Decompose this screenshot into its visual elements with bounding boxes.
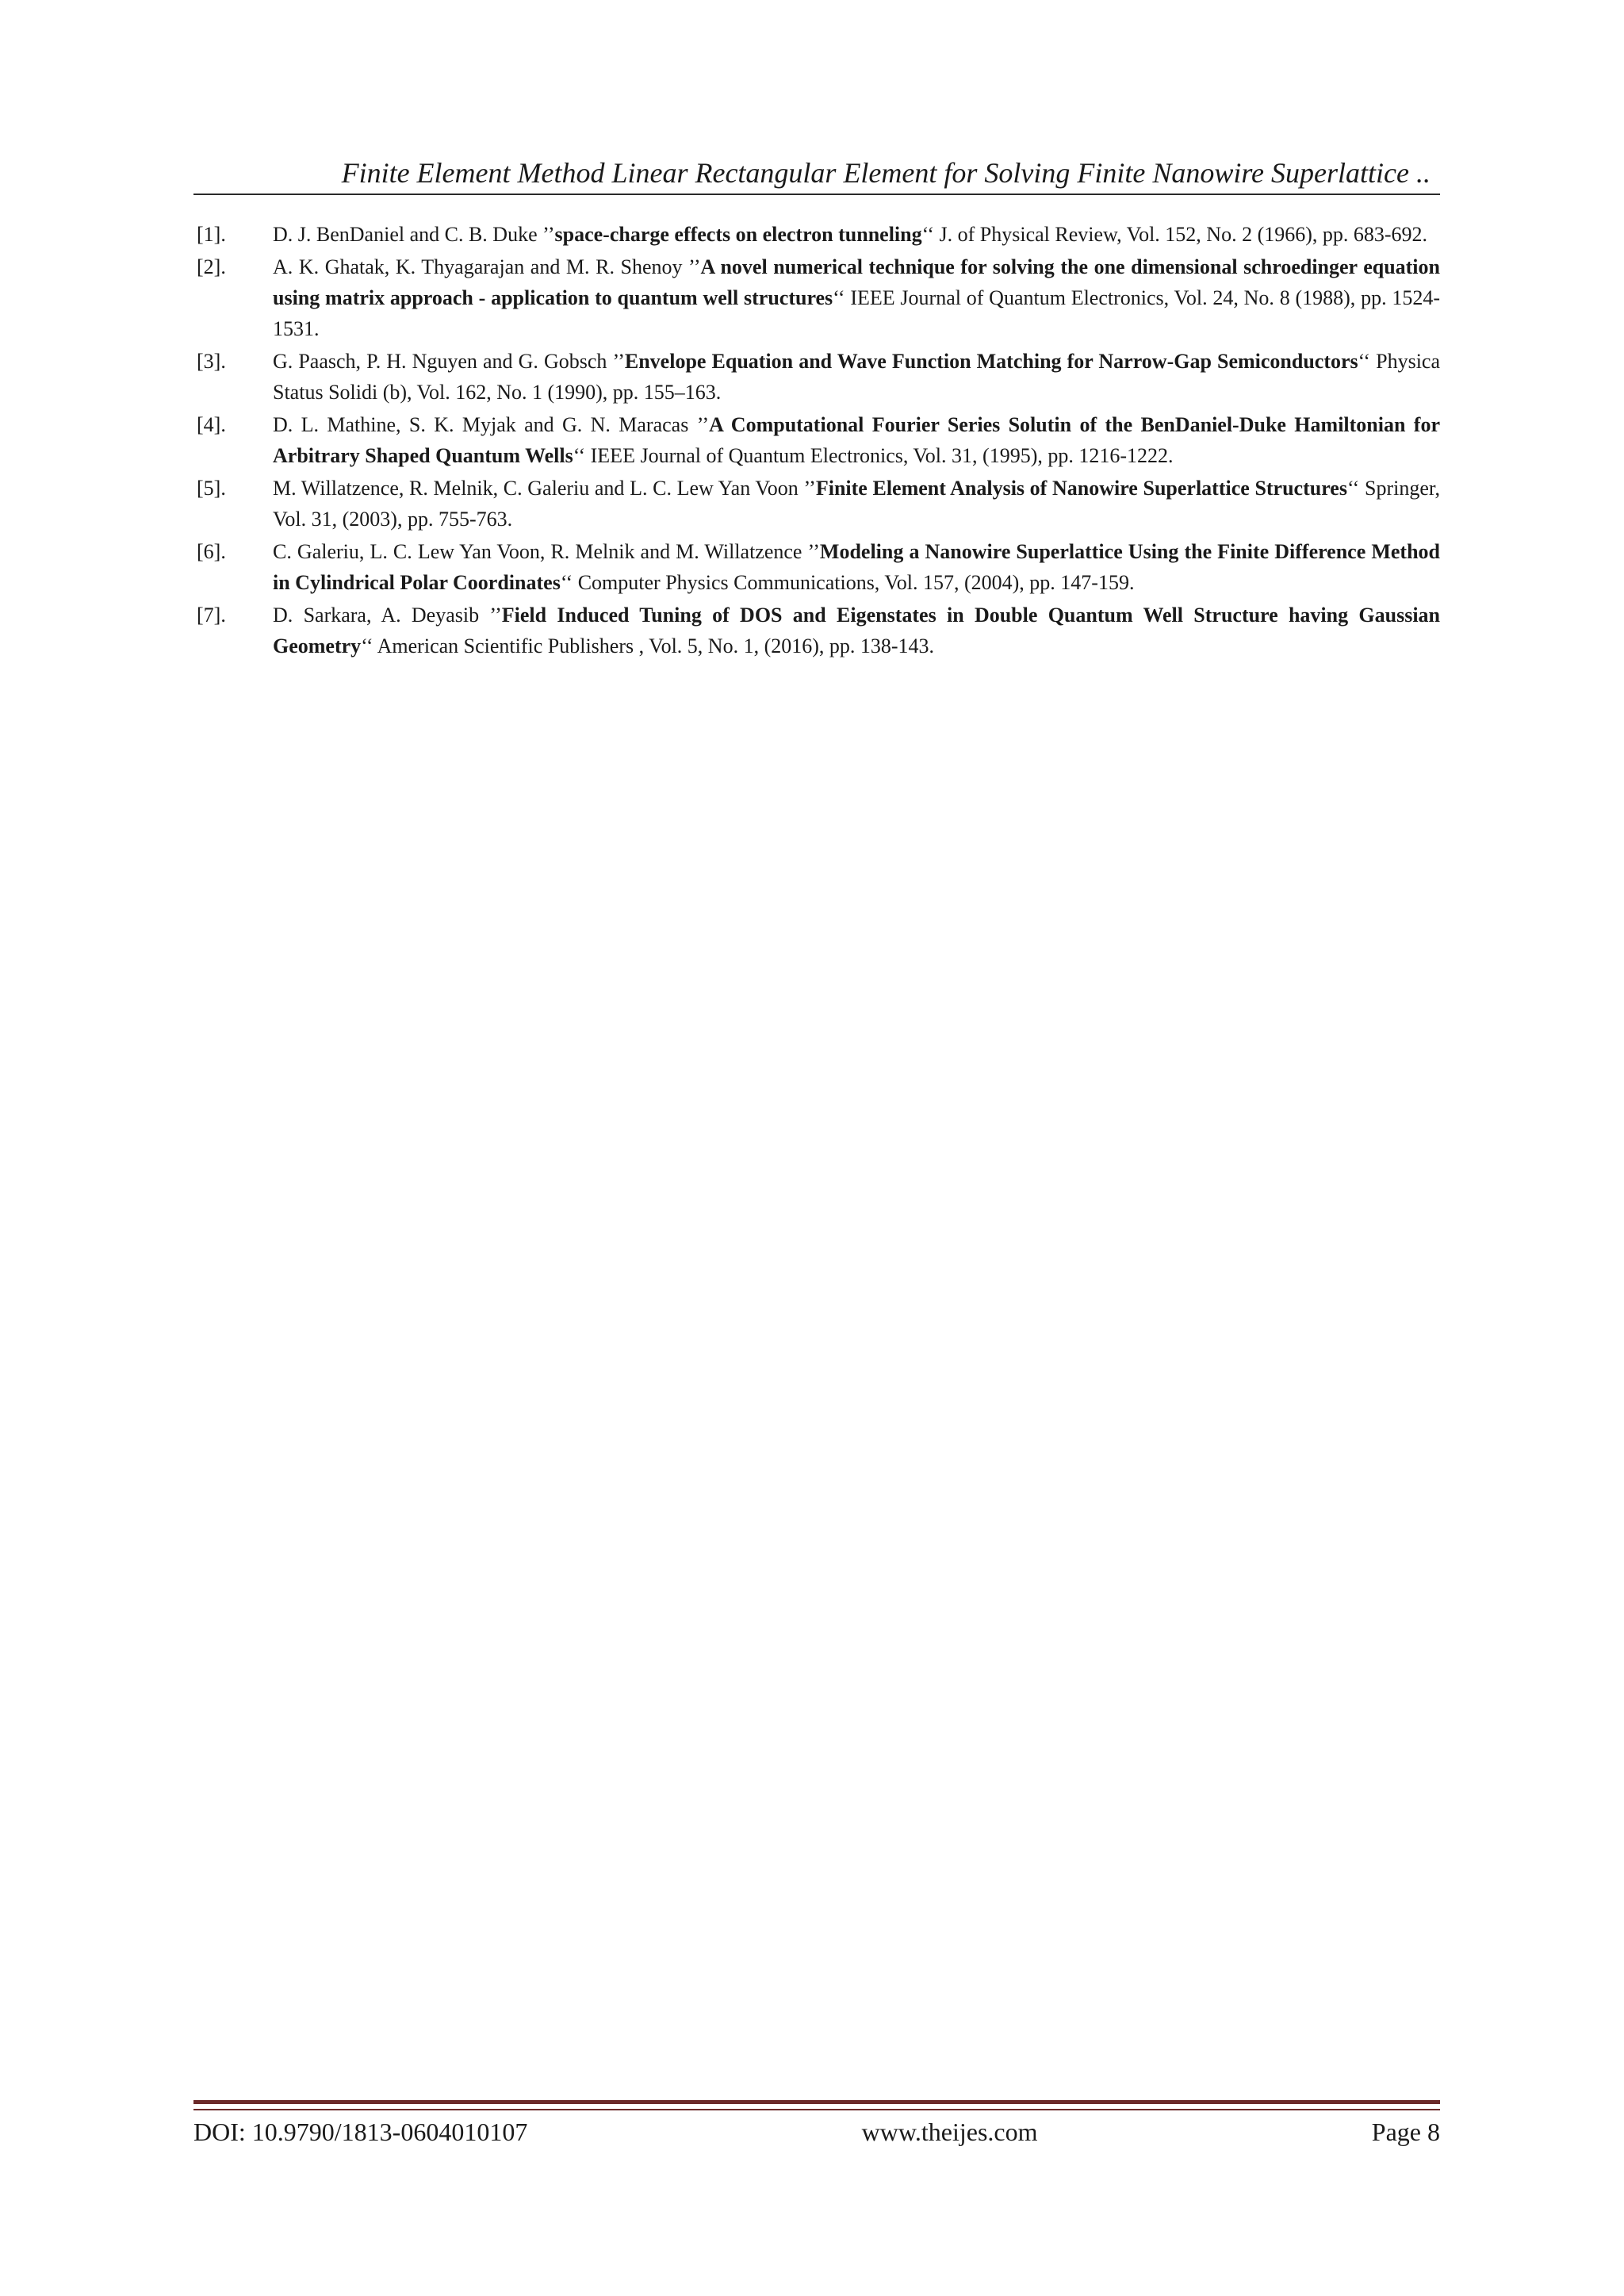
footer-divider-thick xyxy=(193,2100,1440,2104)
reference-item xyxy=(193,536,1440,598)
reference-title: Field Induced Tuning of DOS and Eigenstates in Double Quantum Well Structure having Gaussian Geometry xyxy=(273,604,1441,657)
page-footer xyxy=(193,2114,1440,2149)
reference-source: Computer Physics Communications, Vol. 157, (2004), pp. 147-159. xyxy=(577,571,1135,594)
reference-source: Physica Status Solidi (b), Vol. 162, No. 1 (1990), pp. 155–163. xyxy=(273,350,1440,404)
reference-title: A novel numerical technique for solving the one dimensional schroedinger equation using matrix approach - application to quantum well structures xyxy=(273,255,1440,309)
reference-authors: D. J. BenDaniel and C. B. Duke xyxy=(273,223,538,246)
reference-item xyxy=(193,473,1440,535)
reference-open-quote: ’’ xyxy=(696,413,710,436)
reference-item xyxy=(193,600,1440,661)
reference-number: [7]. xyxy=(197,604,226,627)
reference-close-quote: ‘‘ xyxy=(1358,350,1371,373)
reference-list xyxy=(193,219,1440,663)
reference-source: J. of Physical Review, Vol. 152, No. 2 (1966), pp. 683-692. xyxy=(939,223,1428,246)
footer-doi: DOI: 10.9790/1813-0604010107 xyxy=(193,2118,528,2146)
reference-title: A Computational Fourier Series Solutin of the BenDaniel-Duke Hamiltonian for Arbitrary Shaped Quantum Wells xyxy=(273,413,1440,467)
reference-close-quote: ‘‘ xyxy=(1346,477,1360,500)
reference-item xyxy=(193,346,1440,408)
reference-source: American Scientific Publishers , Vol. 5, No. 1, (2016), pp. 138-143. xyxy=(377,634,935,657)
reference-open-quote: ’’ xyxy=(807,540,820,563)
reference-number: [2]. xyxy=(197,255,226,278)
reference-number: [4]. xyxy=(197,413,226,436)
reference-source: IEEE Journal of Quantum Electronics, Vol. 31, (1995), pp. 1216-1222. xyxy=(590,444,1174,467)
reference-authors: A. K. Ghatak, K. Thyagarajan and M. R. Shenoy xyxy=(273,255,683,278)
reference-close-quote: ‘‘ xyxy=(573,444,586,467)
reference-close-quote: ‘‘ xyxy=(921,223,934,246)
reference-number: [5]. xyxy=(197,477,226,500)
reference-number: [3]. xyxy=(197,350,226,373)
reference-number: [6]. xyxy=(197,540,226,563)
reference-item xyxy=(193,219,1440,250)
reference-authors: G. Paasch, P. H. Nguyen and G. Gobsch xyxy=(273,350,607,373)
reference-title: Modeling a Nanowire Superlattice Using the Finite Difference Method in Cylindrical Polar Coordinates xyxy=(273,540,1440,594)
footer-website: www.theijes.com xyxy=(861,2118,1038,2146)
reference-close-quote: ‘‘ xyxy=(833,286,845,309)
reference-open-quote: ’’ xyxy=(688,255,701,278)
reference-item xyxy=(193,251,1440,344)
reference-open-quote: ’’ xyxy=(489,604,502,627)
footer-page-number: Page 8 xyxy=(1371,2118,1440,2146)
reference-title: Envelope Equation and Wave Function Matching for Narrow-Gap Semiconductors xyxy=(624,350,1358,373)
reference-close-quote: ‘‘ xyxy=(560,571,573,594)
reference-open-quote: ’’ xyxy=(542,223,555,246)
reference-authors: D. L. Mathine, S. K. Myjak and G. N. Maracas xyxy=(273,413,689,436)
footer-divider-thin xyxy=(193,2109,1440,2110)
reference-authors: M. Willatzence, R. Melnik, C. Galeriu and L. C. Lew Yan Voon xyxy=(273,477,799,500)
reference-source: IEEE Journal of Quantum Electronics, Vol. 24, No. 8 (1988), pp. 1524-1531. xyxy=(273,286,1440,340)
header-divider xyxy=(193,194,1440,195)
reference-close-quote: ‘‘ xyxy=(361,634,373,657)
reference-open-quote: ’’ xyxy=(612,350,625,373)
reference-number: [1]. xyxy=(197,223,226,246)
reference-source: Springer, Vol. 31, (2003), pp. 755-763. xyxy=(273,477,1440,531)
reference-open-quote: ’’ xyxy=(803,477,816,500)
running-header-title: Finite Element Method Linear Rectangular Element for Solving Finite Nanowire Superlattice .. xyxy=(341,157,1431,189)
reference-authors: C. Galeriu, L. C. Lew Yan Voon, R. Melnik and M. Willatzence xyxy=(273,540,802,563)
reference-item xyxy=(193,409,1440,471)
reference-title: space-charge effects on electron tunneling xyxy=(554,223,922,246)
reference-authors: D. Sarkara, A. Deyasib xyxy=(273,604,480,627)
reference-title: Finite Element Analysis of Nanowire Superlattice Structures xyxy=(815,477,1347,500)
